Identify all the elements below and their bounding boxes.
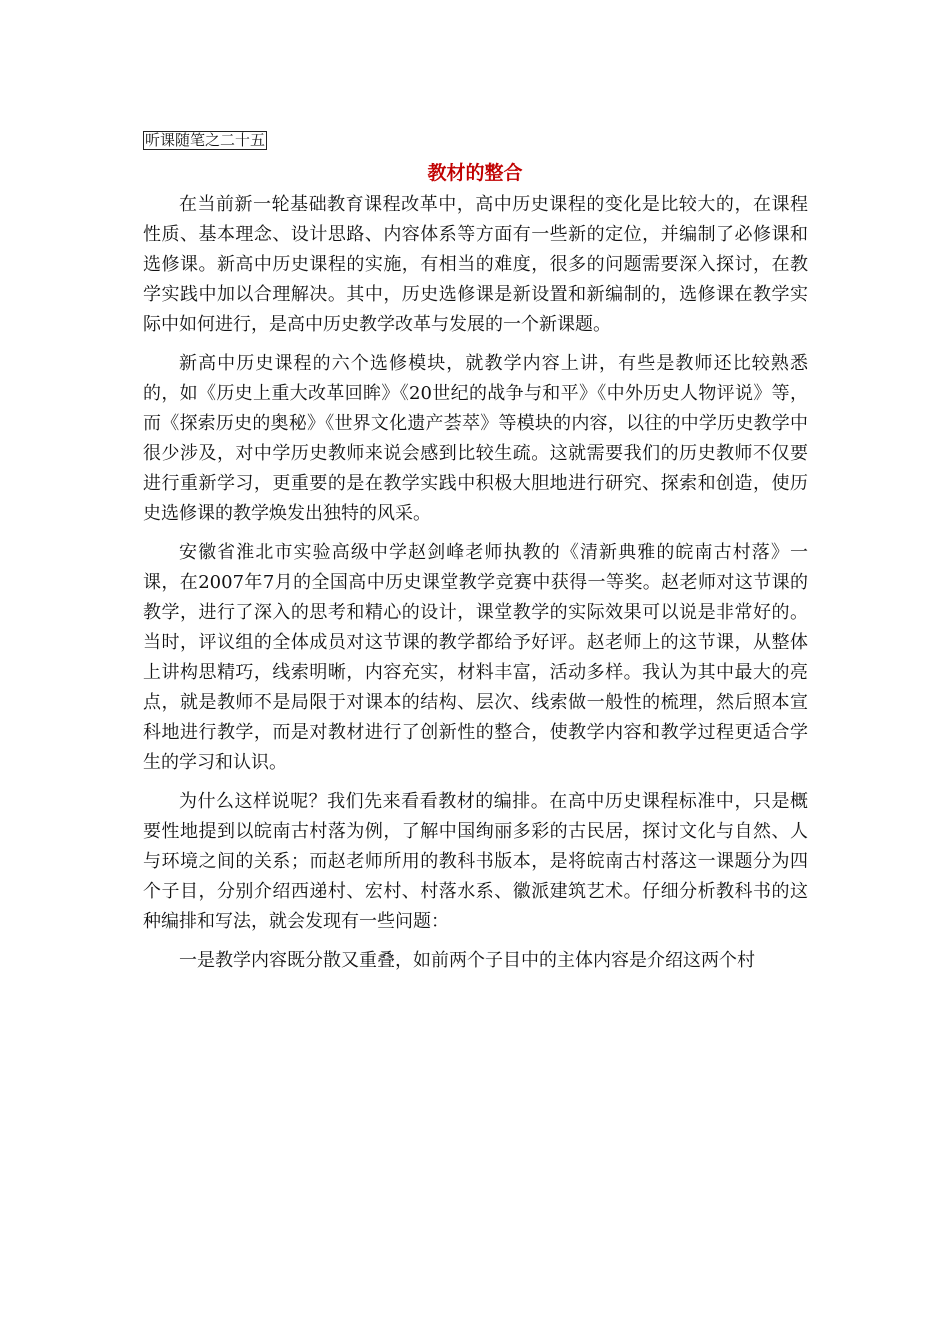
page-title: 教材的整合 (427, 162, 523, 184)
article-body (143, 185, 808, 980)
paragraph-2: 新高中历史课程的六个选修模块，就教学内容上讲，有些是教师还比较熟悉的，如《历史上重大改革回眸》《20世纪的战争与和平》《中外历史人物评说》等，而《探索历史的奥秘》《世界文化遗产荟萃》等模块的内容，以往的中学历史教学中很少涉及，对中学历史教师来说会感到比较生疏。这就需要我们的历史教师不仅要进行重新学习，更重要的是在教学实践中积极大胆地进行研究、探索和创造，使历史选修课的教学焕发出独特的风采。 (143, 352, 808, 524)
paragraph-4: 为什么这样说呢？我们先来看看教材的编排。在高中历史课程标准中，只是概要性地提到以皖南古村落为例，了解中国绚丽多彩的古民居，探讨文化与自然、人与环境之间的关系；而赵老师所用的教科书版本，是将皖南古村落这一课题分为四个子目，分别介绍西递村、宏村、村落水系、徽派建筑艺术。仔细分析教科书的这种编排和写法，就会发现有一些问题： (143, 790, 808, 932)
paragraph-1: 在当前新一轮基础教育课程改革中，高中历史课程的变化是比较大的，在课程性质、基本理念、设计思路、内容体系等方面有一些新的定位，并编制了必修课和选修课。新高中历史课程的实施，有相当的难度，很多的问题需要深入探讨，在教学实践中加以合理解决。其中，历史选修课是新设置和新编制的，选修课在教学实际中如何进行，是高中历史教学改革与发展的一个新课题。 (143, 193, 808, 335)
paragraph-5: 一是教学内容既分散又重叠，如前两个子目中的主体内容是介绍这两个村 (179, 949, 755, 971)
series-label: 听课随笔之二十五 (145, 131, 266, 149)
paragraph-3: 安徽省淮北市实验高级中学赵剑峰老师执教的《清新典雅的皖南古村落》一课，在2007年7月的全国高中历史课堂教学竞赛中获得一等奖。赵老师对这节课的教学，进行了深入的思考和精心的设计，课堂教学的实际效果可以说是非常好的。当时，评议组的全体成员对这节课的教学都给予好评。赵老师上的这节课，从整体上讲构思精巧，线索明晰，内容充实，材料丰富，活动多样。我认为其中最大的亮点，就是教师不是局限于对课本的结构、层次、线索做一般性的梳理，然后照本宣科地进行教学，而是对教材进行了创新性的整合，使教学内容和教学过程更适合学生的学习和认识。 (143, 541, 808, 773)
